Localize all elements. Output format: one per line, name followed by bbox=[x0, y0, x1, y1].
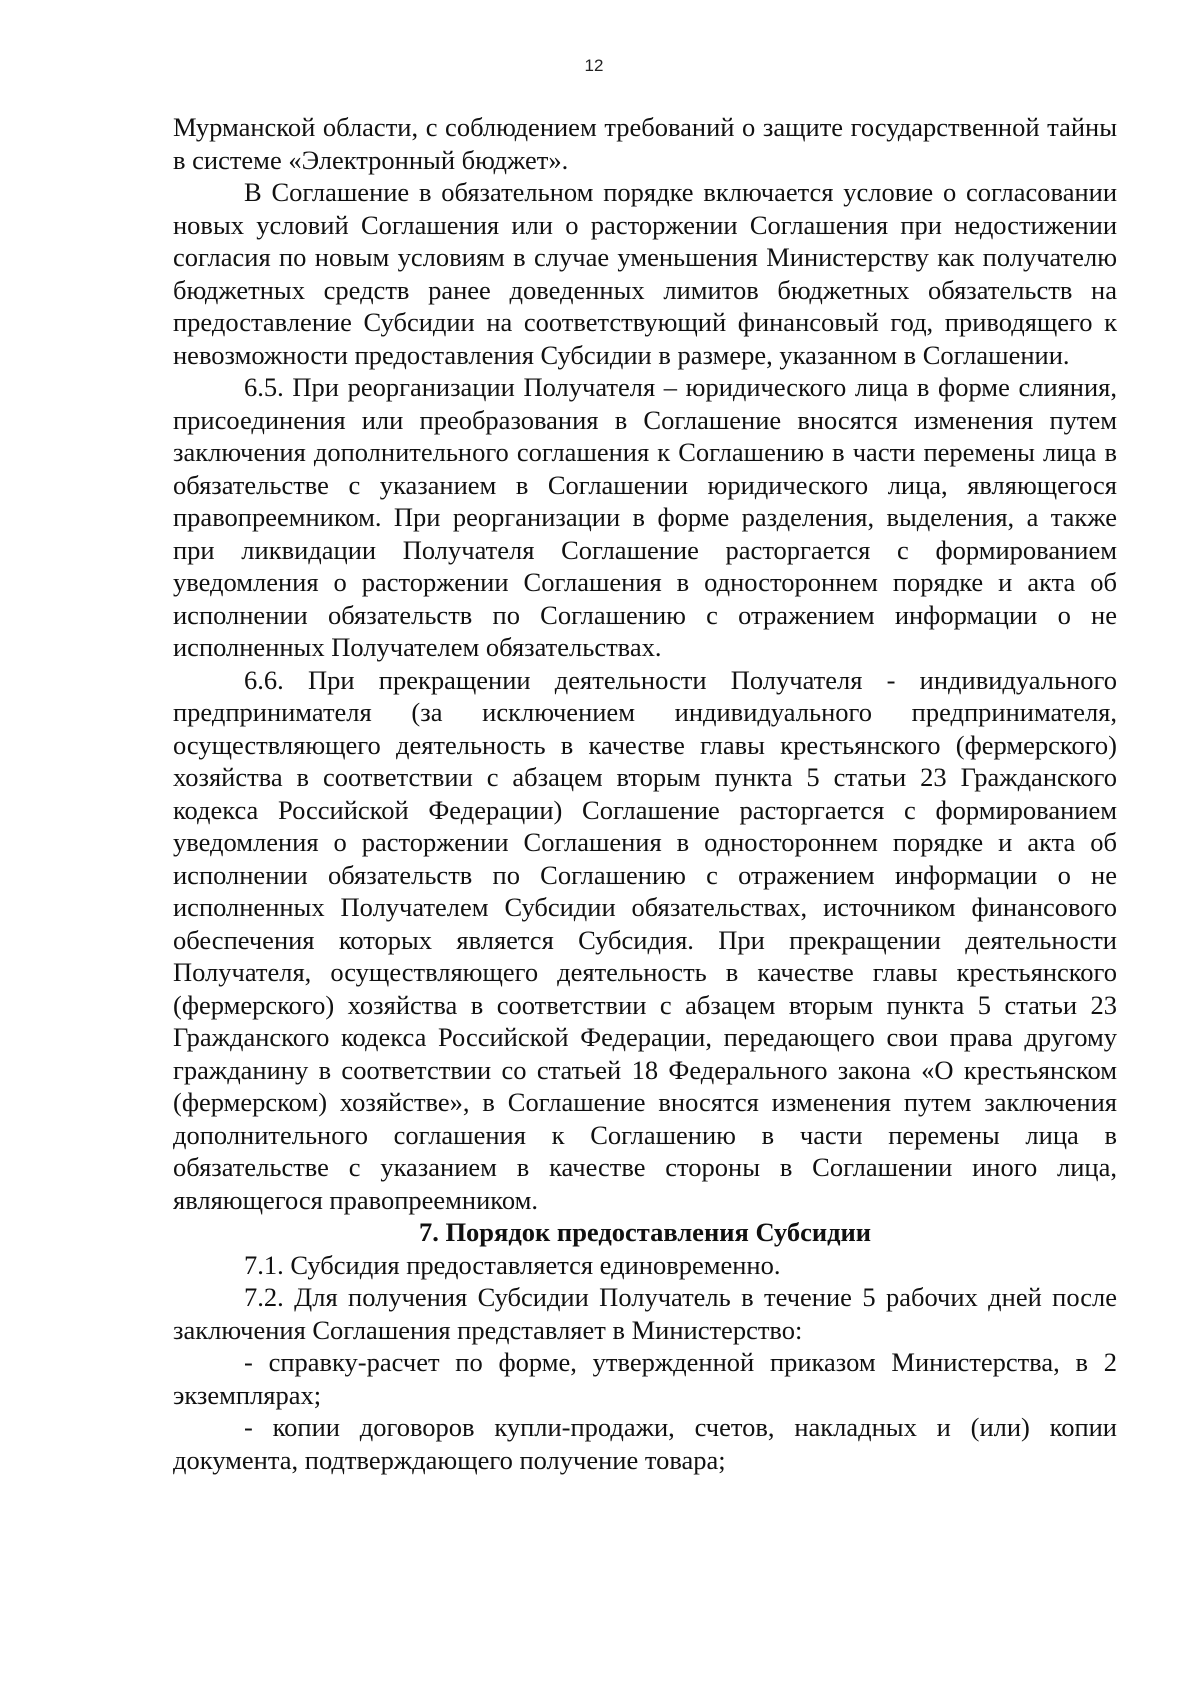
paragraph-7-1: 7.1. Субсидия предоставляется единовременно. bbox=[244, 1249, 781, 1280]
page-number: 12 bbox=[584, 56, 604, 75]
paragraph-6-6: 6.6. При прекращении деятельности Получателя - индивидуального предпринимателя (за исключением индивидуального предпринимателя, осуществляющего деятельность в качестве главы крестьянского (фермерского) хозяйства в соответствии с абзацем вторым пункта 5 статьи 23 Гражданского кодекса Российской Федерации) Соглашение расторгается с формированием уведомления о расторжении Соглашения в одностороннем порядке и акта об исполнении обязательств по Соглашению с отражением информации о не исполненных Получателем Субсидии обязательствах, источником финансового обеспечения которых является Субсидия. При прекращении деятельности Получателя, осуществляющего деятельность в качестве главы крестьянского (фермерского) хозяйства в соответствии с абзацем вторым пункта 5 статьи 23 Гражданского кодекса Российской Федерации, передающего свои права другому гражданину в соответствии со статьей 18 Федерального закона «О крестьянском (фермерском) хозяйстве», в Соглашение вносятся изменения путем заключения дополнительного соглашения к Соглашению в части перемены лица в обязательстве с указанием в качестве стороны в Соглашении иного лица, являющегося правопреемником. bbox=[173, 664, 1117, 1215]
document-body bbox=[173, 111, 1117, 1476]
paragraph-7-2: 7.2. Для получения Субсидии Получатель в течение 5 рабочих дней после заключения Соглашения представляет в Министерство: bbox=[173, 1282, 1117, 1345]
list-item-calculation: - справку-расчет по форме, утвержденной приказом Министерства, в 2 экземплярах; bbox=[173, 1347, 1117, 1410]
paragraph-agreement-conditions: В Соглашение в обязательном порядке включается условие о согласовании новых условий Соглашения или о расторжении Соглашения при недостижении согласия по новым условиям в случае уменьшения Министерству как получателю бюджетных средств ранее доведенных лимитов бюджетных обязательств на предоставление Субсидии на соответствующий финансовый год, приводящего к невозможности предоставления Субсидии в размере, указанном в Соглашении. bbox=[173, 177, 1117, 370]
paragraph-continuation: Мурманской области, с соблюдением требований о защите государственной тайны в системе «Электронный бюджет». bbox=[173, 112, 1117, 175]
paragraph-6-5: 6.5. При реорганизации Получателя – юридического лица в форме слияния, присоединения или преобразования в Соглашение вносятся изменения путем заключения дополнительного соглашения к Соглашению в части перемены лица в обязательстве с указанием в Соглашении юридического лица, являющегося правопреемником. При реорганизации в форме разделения, выделения, а также при ликвидации Получателя Соглашение расторгается с формированием уведомления о расторжении Соглашения в одностороннем порядке и акта об исполнении обязательств по Соглашению с отражением информации о не исполненных Получателем обязательствах. bbox=[173, 372, 1117, 662]
list-item-contracts: - копии договоров купли-продажи, счетов, накладных и (или) копии документа, подтверждающего получение товара; bbox=[173, 1412, 1117, 1475]
section-7-heading: 7. Порядок предоставления Субсидии bbox=[418, 1217, 872, 1247]
